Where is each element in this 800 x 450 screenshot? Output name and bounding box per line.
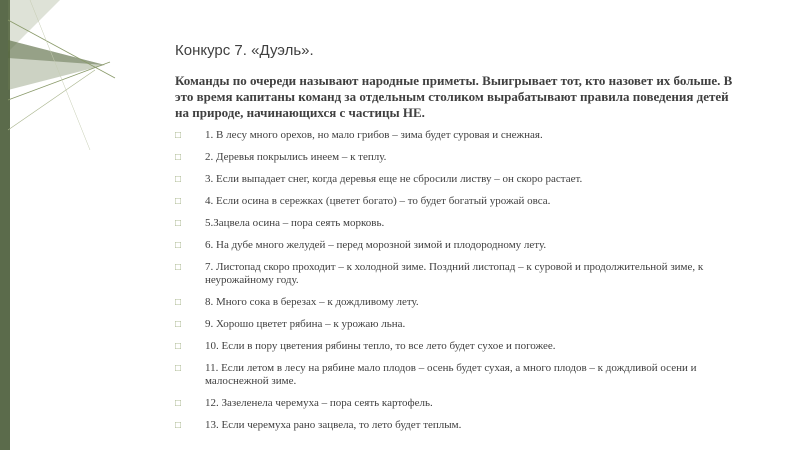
list-item-text: 9. Хорошо цветет рябина – к урожаю льна. (205, 318, 406, 330)
list-item-text: 6. На дубе много желудей – перед морозной зимой и плодородному лету. (205, 239, 547, 251)
list-item (175, 195, 750, 208)
list-item-text: 10. Если в пору цветения рябины тепло, то все лето будет сухое и погожее. (205, 340, 556, 352)
list-item (175, 261, 750, 287)
square-bullet-icon: □ (175, 196, 182, 207)
square-bullet-icon: □ (175, 240, 182, 251)
slide-title: Конкурс 7. «Дуэль». (175, 42, 314, 59)
square-bullet-icon: □ (175, 341, 182, 352)
square-bullet-icon: □ (175, 218, 182, 229)
list-item-text: 5.Зацвела осина – пора сеять морковь. (205, 217, 385, 229)
list-item (175, 296, 750, 309)
list-item-text: 3. Если выпадает снег, когда деревья еще не сбросили листву – он скоро растает. (205, 173, 583, 185)
list-item (175, 239, 750, 252)
square-bullet-icon: □ (175, 262, 182, 273)
list-item (175, 173, 750, 186)
list-item (175, 129, 750, 142)
square-bullet-icon: □ (175, 297, 182, 308)
square-bullet-icon: □ (175, 130, 182, 141)
list-item-text: 11. Если летом в лесу на рябине мало плодов – осень будет сухая, а много плодов – к дождливой осени и малоснежной зиме. (205, 362, 697, 387)
square-bullet-icon: □ (175, 319, 182, 330)
list-item-text: 12. Зазеленела черемуха – пора сеять картофель. (205, 397, 433, 409)
list-item-text: 8. Много сока в березах – к дождливому лету. (205, 296, 419, 308)
list-item (175, 419, 750, 432)
square-bullet-icon: □ (175, 420, 182, 431)
list-item-text: 2. Деревья покрылись инеем – к теплу. (205, 151, 387, 163)
list-item (175, 362, 750, 388)
list-item-text: 1. В лесу много орехов, но мало грибов – зима будет суровая и снежная. (205, 129, 543, 141)
square-bullet-icon: □ (175, 363, 182, 374)
square-bullet-icon: □ (175, 174, 182, 185)
decorative-lines-icon (0, 0, 120, 150)
list-item (175, 151, 750, 164)
list-item (175, 217, 750, 230)
list-item-text: 4. Если осина в сережках (цветет богато) – то будет богатый урожай овса. (205, 195, 551, 207)
list-item-text: 13. Если черемуха рано зацвела, то лето будет теплым. (205, 419, 462, 431)
signs-list (175, 129, 750, 441)
square-bullet-icon: □ (175, 152, 182, 163)
intro-paragraph: Команды по очереди называют народные приметы. Выигрывает тот, кто назовет их больше. В это время капитаны команд за отдельным столиком вырабатывают правила поведения детей на природе, начинающихся с частицы НЕ. (175, 73, 733, 120)
square-bullet-icon: □ (175, 398, 182, 409)
list-item (175, 340, 750, 353)
list-item-text: 7. Листопад скоро проходит – к холодной зиме. Поздний листопад – к суровой и продолжительной зиме, к неурожайному году. (205, 261, 704, 286)
list-item (175, 397, 750, 410)
list-item (175, 318, 750, 331)
